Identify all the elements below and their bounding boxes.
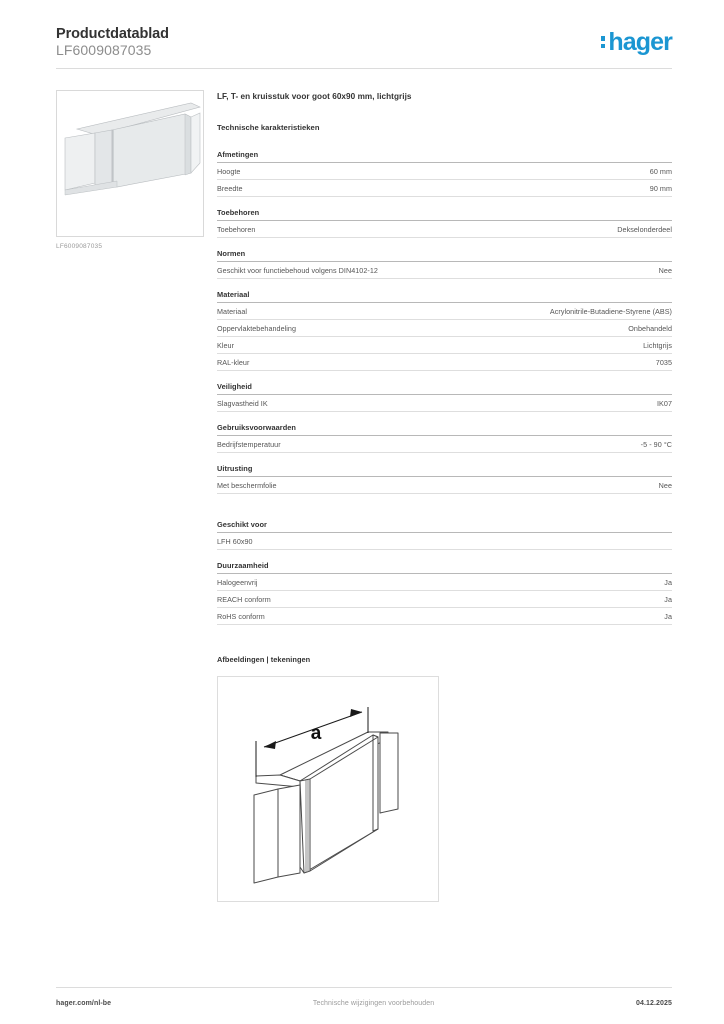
spec-groups <box>217 150 672 625</box>
spec-group-title: Materiaal <box>217 290 672 303</box>
page-title: Productdatablad <box>56 26 169 42</box>
drawings-section <box>217 655 672 902</box>
spec-row <box>217 395 672 412</box>
technical-drawing-frame <box>217 676 439 902</box>
spec-group-title: Uitrusting <box>217 464 672 477</box>
spec-value: Onbehandeld <box>628 323 672 333</box>
spec-row <box>217 354 672 371</box>
spec-value: -5 - 90 °C <box>640 439 672 449</box>
spec-row <box>217 262 672 279</box>
spec-value: 90 mm <box>649 183 672 193</box>
specs-heading: Technische karakteristieken <box>217 123 320 132</box>
product-reference: LF6009087035 <box>56 42 152 58</box>
spec-label: Breedte <box>217 183 243 193</box>
spec-row <box>217 608 672 625</box>
spec-row <box>217 533 672 550</box>
spec-group-title: Geschikt voor <box>217 520 672 533</box>
spec-group <box>217 208 672 238</box>
spec-row <box>217 591 672 608</box>
spec-group <box>217 290 672 371</box>
spec-value: IK07 <box>657 398 672 408</box>
spec-value: 60 mm <box>649 166 672 176</box>
spec-row <box>217 180 672 197</box>
spec-label: Toebehoren <box>217 224 256 234</box>
footer-website[interactable]: hager.com/nl-be <box>56 999 112 1007</box>
spec-group <box>217 423 672 453</box>
spec-value: Dekselonderdeel <box>617 224 672 234</box>
spec-row <box>217 477 672 494</box>
technical-drawing-icon <box>218 677 438 901</box>
spec-row <box>217 303 672 320</box>
spec-group-title: Veiligheid <box>217 382 672 395</box>
dimension-label-a: a <box>310 723 322 744</box>
spec-value: Nee <box>658 480 672 490</box>
spec-row <box>217 436 672 453</box>
spec-label: Met beschermfolie <box>217 480 277 490</box>
footer-divider <box>56 987 672 988</box>
spec-group <box>217 561 672 625</box>
spec-label: Materiaal <box>217 306 248 316</box>
spec-group-title: Toebehoren <box>217 208 672 221</box>
product-photo-icon <box>57 91 203 236</box>
page-footer <box>56 996 672 1010</box>
spec-value: 7035 <box>655 357 672 367</box>
drawings-title: Afbeeldingen | tekeningen <box>217 655 311 664</box>
spec-row <box>217 163 672 180</box>
spec-group-title: Normen <box>217 249 672 262</box>
spec-row <box>217 337 672 354</box>
spec-group <box>217 249 672 279</box>
spec-value: Ja <box>664 611 672 621</box>
page-header <box>56 26 672 72</box>
logo-colon-icon <box>601 36 606 49</box>
spec-label: Geschikt voor functiebehoud volgens DIN4102-12 <box>217 265 378 275</box>
spec-group <box>217 464 672 494</box>
spec-row <box>217 574 672 591</box>
hager-logo <box>601 30 672 55</box>
footer-date: 04.12.2025 <box>635 999 672 1007</box>
spec-label: LFH 60x90 <box>217 536 253 546</box>
spec-group-title: Gebruiksvoorwaarden <box>217 423 672 436</box>
product-photo-caption: LF6009087035 <box>56 243 103 250</box>
spec-label: Oppervlaktebehandeling <box>217 323 297 333</box>
spec-value: Nee <box>658 265 672 275</box>
spec-group <box>217 520 672 550</box>
product-figure <box>56 90 204 250</box>
spec-row <box>217 221 672 238</box>
spec-label: Kleur <box>217 340 235 350</box>
spec-label: REACH conform <box>217 594 271 604</box>
spec-label: Hoogte <box>217 166 241 176</box>
spec-group <box>217 150 672 197</box>
product-photo-frame <box>56 90 204 237</box>
spec-value: Lichtgrijs <box>643 340 672 350</box>
footer-disclaimer: Technische wijzigingen voorbehouden <box>312 999 435 1007</box>
spec-value: Acrylonitrile-Butadiene-Styrene (ABS) <box>549 306 672 316</box>
spec-label: Halogeenvrij <box>217 577 258 587</box>
specifications-column <box>217 92 672 902</box>
spec-group-title: Duurzaamheid <box>217 561 672 574</box>
spec-row <box>217 320 672 337</box>
spec-label: RoHS conform <box>217 611 265 621</box>
spec-label: RAL-kleur <box>217 357 250 367</box>
spec-label: Bedrijfstemperatuur <box>217 439 281 449</box>
spec-value: Ja <box>664 577 672 587</box>
spec-label: Slagvastheid IK <box>217 398 268 408</box>
spec-value: Ja <box>664 594 672 604</box>
product-name: LF, T- en kruisstuk voor goot 60x90 mm, lichtgrijs <box>217 92 412 101</box>
header-divider <box>56 68 672 69</box>
logo-wordmark: hager <box>608 28 672 56</box>
spec-group-title: Afmetingen <box>217 150 672 163</box>
spec-group <box>217 382 672 412</box>
